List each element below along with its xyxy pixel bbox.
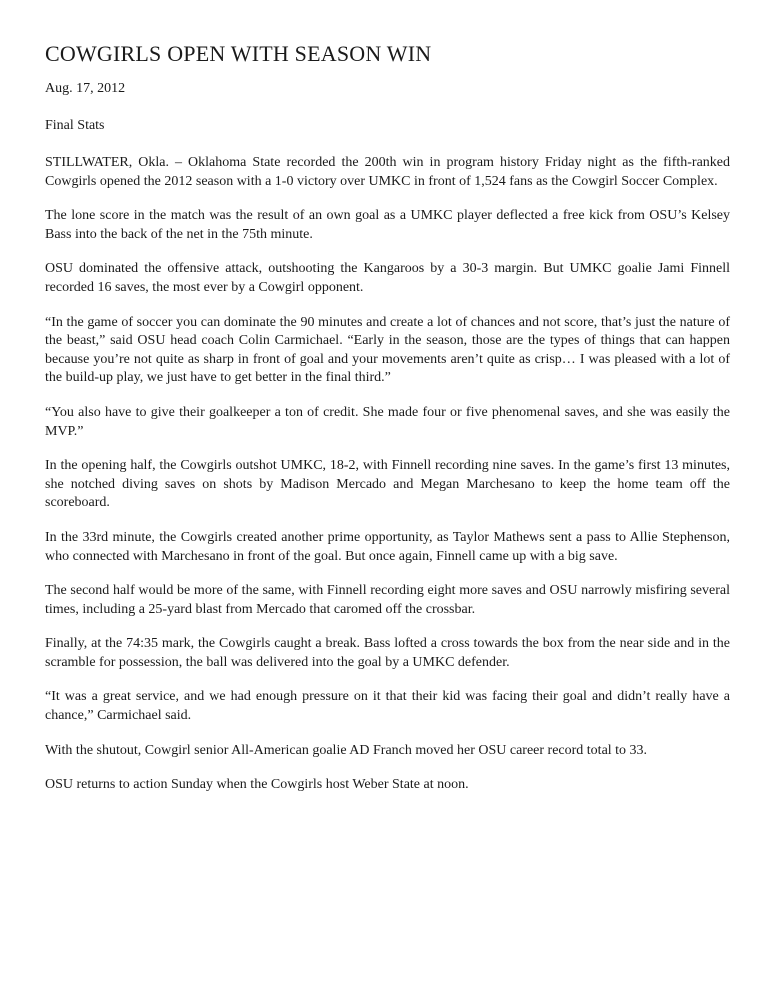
paragraph-5: “You also have to give their goalkeeper a ton of credit. She made four or five phenomenal saves, and she was easily the MVP.” (45, 404, 730, 439)
paragraph-2: The lone score in the match was the result of an own goal as a UMKC player deflected a free kick from OSU’s Kelsey Bass into the back of the net in the 75th minute. (45, 208, 730, 242)
paragraph-8: The second half would be more of the same, with Finnell recording eight more saves and OSU narrowly misfiring several times, including a 25-yard blast from Mercado that caromed off the crossbar. (45, 583, 730, 617)
paragraph-10: “It was a great service, and we had enough pressure on it that their kid was facing their goal and didn’t really have a chance,” Carmichael said. (45, 689, 730, 724)
paragraph-11: With the shutout, Cowgirl senior All-American goalie AD Franch moved her OSU career record total to 33. (45, 742, 648, 758)
paragraph-3: OSU dominated the offensive attack, outshooting the Kangaroos by a 30-3 margin. But UMKC goalie Jami Finnell recorded 16 saves, the most ever by a Cowgirl opponent. (45, 261, 730, 295)
article (45, 40, 730, 811)
article-date: Aug. 17, 2012 (45, 81, 126, 96)
paragraph-1: STILLWATER, Okla. – Oklahoma State recorded the 200th win in program history Friday night as the fifth-ranked Cowgirls opened the 2012 season with a 1-0 victory over UMKC in front of 1,524 fans as the Cowgirl Soccer Complex. (45, 155, 730, 189)
article-title: COWGIRLS OPEN WITH SEASON WIN (45, 41, 432, 66)
paragraph-12: OSU returns to action Sunday when the Cowgirls host Weber State at noon. (45, 777, 469, 793)
paragraph-6: In the opening half, the Cowgirls outshot UMKC, 18-2, with Finnell recording nine saves. In the game’s first 13 minutes, she notched diving saves on shots by Madison Mercado and Megan Marchesano to keep the home team off the scoreboard. (45, 458, 730, 511)
final-stats-link[interactable]: Final Stats (45, 118, 105, 133)
paragraph-7: In the 33rd minute, the Cowgirls created another prime opportunity, as Taylor Mathews sent a pass to Allie Stephenson, who connected with Marchesano in front of the goal. But once again, Finnell came up with a big save. (45, 529, 730, 564)
paragraph-9: Finally, at the 74:35 mark, the Cowgirls caught a break. Bass lofted a cross towards the box from the near side and in the scramble for possession, the ball was delivered into the goal by a UMKC defender. (45, 636, 730, 670)
paragraph-4: “In the game of soccer you can dominate the 90 minutes and create a lot of chances and not score, that’s just the nature of the beast,” said OSU head coach Colin Carmichael. “Early in the season, those are the types of things that can happen because you’re not quite as sharp in front of goal and your movements aren’t quite as crisp… I was pleased with a lot of the build-up play, we just have to get better in the final third.” (45, 314, 730, 386)
